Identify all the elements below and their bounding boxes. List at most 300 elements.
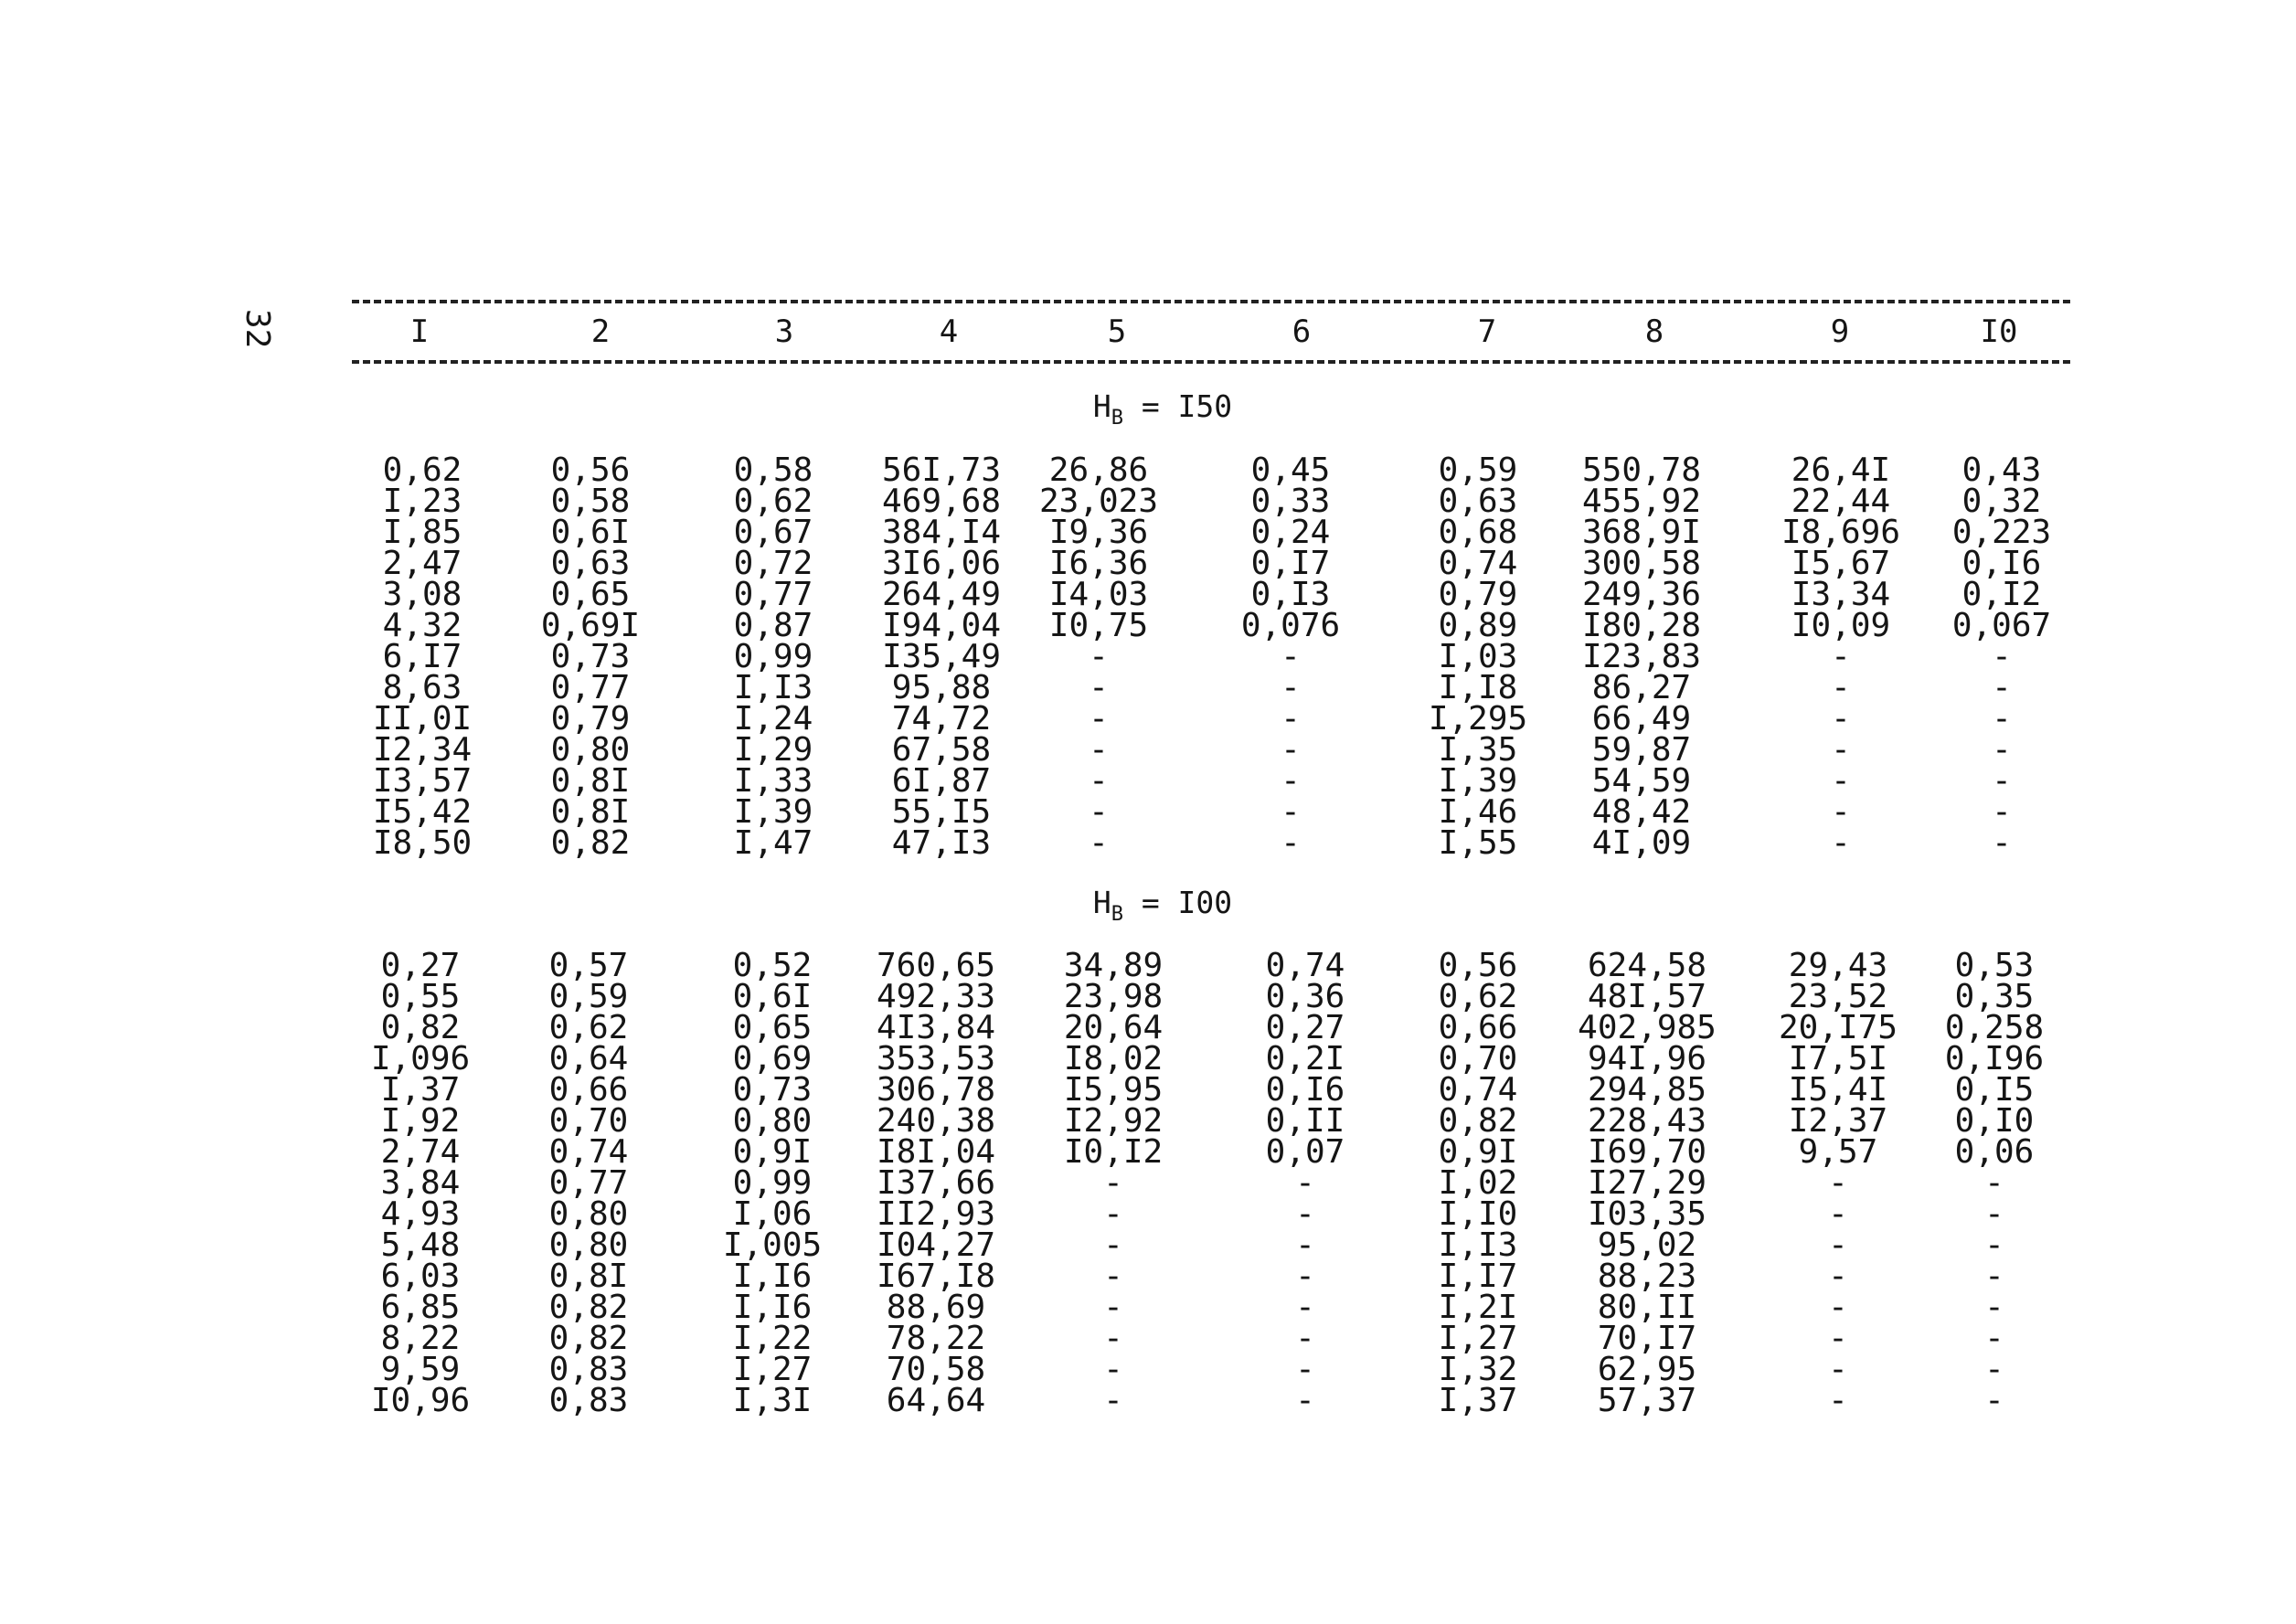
table-cell: - bbox=[1295, 1382, 1315, 1419]
table-cell: I35,49 bbox=[881, 638, 1002, 675]
table-cell: 0,36 bbox=[1265, 978, 1345, 1015]
table-cell: - bbox=[1295, 1351, 1315, 1388]
table-cell: 0,I3 bbox=[1250, 576, 1331, 613]
table-cell: 0,I2 bbox=[1961, 576, 2042, 613]
table-cell: 264,49 bbox=[881, 576, 1002, 613]
table-cell: - bbox=[1992, 731, 2012, 769]
table-cell: - bbox=[1992, 669, 2012, 706]
table-cell: 0,06 bbox=[1954, 1133, 2035, 1171]
table-cell: I,I3 bbox=[1438, 1226, 1518, 1264]
table-cell: I23,83 bbox=[1581, 638, 1702, 675]
section-heading-symbol: H bbox=[1092, 388, 1111, 424]
table-cell: 228,43 bbox=[1587, 1102, 1707, 1140]
table-cell: 0,I0 bbox=[1954, 1102, 2035, 1140]
table-cell: 6,85 bbox=[380, 1289, 461, 1326]
column-header-3: 3 bbox=[774, 313, 794, 350]
table-cell: 0,52 bbox=[732, 947, 813, 984]
table-cell: 0,73 bbox=[732, 1071, 813, 1109]
table-cell: 66,49 bbox=[1591, 700, 1692, 738]
table-cell: 8,22 bbox=[380, 1320, 461, 1357]
section-heading-value: = I00 bbox=[1122, 885, 1233, 920]
table-cell: 6I,87 bbox=[891, 762, 992, 800]
table-cell: 2,74 bbox=[380, 1133, 461, 1171]
table-cell: 550,78 bbox=[1581, 451, 1702, 489]
table-cell: 2,47 bbox=[382, 545, 462, 582]
table-cell: - bbox=[1992, 762, 2012, 800]
section-2-column-7 bbox=[1438, 947, 1518, 1419]
table-cell: 0,62 bbox=[382, 451, 462, 489]
table-cell: I5,42 bbox=[372, 793, 473, 831]
table-cell: - bbox=[1103, 1195, 1123, 1233]
table-cell: 88,23 bbox=[1597, 1258, 1697, 1295]
section-heading-value: = I50 bbox=[1122, 388, 1233, 424]
table-cell: I0,75 bbox=[1048, 607, 1149, 644]
table-cell: 0,99 bbox=[732, 1164, 813, 1202]
column-header-7: 7 bbox=[1477, 313, 1497, 350]
table-cell: 0,258 bbox=[1944, 1009, 2045, 1046]
table-cell: - bbox=[1103, 1382, 1123, 1419]
table-cell: 402,985 bbox=[1578, 1009, 1717, 1046]
table-cell: 0,83 bbox=[548, 1351, 629, 1388]
table-cell: I,35 bbox=[1438, 731, 1518, 769]
table-cell: 0,80 bbox=[548, 1195, 629, 1233]
table-cell: I3,57 bbox=[372, 762, 473, 800]
table-cell: 249,36 bbox=[1581, 576, 1702, 613]
table-cell: 469,68 bbox=[881, 483, 1002, 520]
table-cell: 492,33 bbox=[876, 978, 996, 1015]
table-cell: I7,5I bbox=[1788, 1040, 1888, 1077]
table-cell: 34,89 bbox=[1063, 947, 1164, 984]
table-cell: I5,4I bbox=[1788, 1071, 1888, 1109]
table-cell: 95,88 bbox=[891, 669, 992, 706]
table-cell: I0,96 bbox=[370, 1382, 471, 1419]
table-cell: II2,93 bbox=[876, 1195, 996, 1233]
table-cell: 0,I5 bbox=[1954, 1071, 2035, 1109]
section-2-column-10 bbox=[1944, 947, 2045, 1419]
table-cell: 0,80 bbox=[732, 1102, 813, 1140]
table-cell: I,37 bbox=[1438, 1382, 1518, 1419]
table-cell: - bbox=[1089, 700, 1109, 738]
column-header-5: 5 bbox=[1107, 313, 1127, 350]
section-1-column-1 bbox=[372, 451, 473, 862]
table-cell: 0,58 bbox=[550, 483, 631, 520]
table-cell: 0,43 bbox=[1961, 451, 2042, 489]
table-cell: I,27 bbox=[1438, 1320, 1518, 1357]
table-cell: 9,59 bbox=[380, 1351, 461, 1388]
table-cell: - bbox=[1295, 1289, 1315, 1326]
table-cell: II,0I bbox=[372, 700, 473, 738]
section-1-column-8 bbox=[1581, 451, 1702, 862]
table-cell: 4,93 bbox=[380, 1195, 461, 1233]
section-1-column-7 bbox=[1428, 451, 1528, 862]
table-cell: 59,87 bbox=[1591, 731, 1692, 769]
table-cell: - bbox=[1089, 638, 1109, 675]
table-cell: I80,28 bbox=[1581, 607, 1702, 644]
table-cell: 0,33 bbox=[1250, 483, 1331, 520]
table-cell: 240,38 bbox=[876, 1102, 996, 1140]
table-cell: 0,82 bbox=[548, 1289, 629, 1326]
table-cell: 0,35 bbox=[1954, 978, 2035, 1015]
table-cell: - bbox=[1281, 638, 1301, 675]
table-cell: 3,84 bbox=[380, 1164, 461, 1202]
table-cell: 95,02 bbox=[1597, 1226, 1697, 1264]
table-cell: 384,I4 bbox=[881, 514, 1002, 551]
table-cell: 0,70 bbox=[548, 1102, 629, 1140]
column-header-1: I bbox=[409, 313, 430, 350]
section-heading-subscript: B bbox=[1111, 903, 1123, 926]
section-2-column-9 bbox=[1778, 947, 1898, 1419]
table-cell: I,03 bbox=[1438, 638, 1518, 675]
table-cell: I,32 bbox=[1438, 1351, 1518, 1388]
table-cell: 0,77 bbox=[550, 669, 631, 706]
section-1-column-3 bbox=[733, 451, 813, 862]
column-header-2: 2 bbox=[590, 313, 611, 350]
section-1-column-4 bbox=[881, 451, 1002, 862]
table-cell: 74,72 bbox=[891, 700, 992, 738]
table-cell: I,I3 bbox=[733, 669, 813, 706]
table-cell: - bbox=[1831, 762, 1851, 800]
table-cell: 0,I96 bbox=[1944, 1040, 2045, 1077]
table-cell: 0,69I bbox=[540, 607, 641, 644]
table-cell: 0,74 bbox=[1438, 1071, 1518, 1109]
table-cell: I2,34 bbox=[372, 731, 473, 769]
column-header-6: 6 bbox=[1292, 313, 1312, 350]
table-cell: I,85 bbox=[382, 514, 462, 551]
table-cell: I,46 bbox=[1438, 793, 1518, 831]
table-cell: I,47 bbox=[733, 824, 813, 862]
table-cell: - bbox=[1984, 1289, 2004, 1326]
table-cell: - bbox=[1828, 1351, 1848, 1388]
table-cell: 0,2I bbox=[1265, 1040, 1345, 1077]
table-cell: 48I,57 bbox=[1587, 978, 1707, 1015]
table-cell: I,23 bbox=[382, 483, 462, 520]
table-cell: 624,58 bbox=[1587, 947, 1707, 984]
table-cell: 70,58 bbox=[886, 1351, 986, 1388]
table-cell: - bbox=[1281, 793, 1301, 831]
page-number: 32 bbox=[239, 309, 276, 349]
table-cell: 0,73 bbox=[550, 638, 631, 675]
table-cell: - bbox=[1984, 1382, 2004, 1419]
table-cell: I8,50 bbox=[372, 824, 473, 862]
table-cell: - bbox=[1295, 1320, 1315, 1357]
table-cell: - bbox=[1281, 700, 1301, 738]
section-1-column-9 bbox=[1780, 451, 1901, 862]
table-cell: I8,02 bbox=[1063, 1040, 1164, 1077]
table-cell: 0,63 bbox=[1438, 483, 1518, 520]
table-cell: 0,I7 bbox=[1250, 545, 1331, 582]
table-cell: - bbox=[1831, 700, 1851, 738]
table-cell: I,I8 bbox=[1438, 669, 1518, 706]
table-cell: - bbox=[1831, 793, 1851, 831]
table-cell: 0,I6 bbox=[1265, 1071, 1345, 1109]
table-cell: 368,9I bbox=[1581, 514, 1702, 551]
table-cell: 0,II bbox=[1265, 1102, 1345, 1140]
table-cell: I,02 bbox=[1438, 1164, 1518, 1202]
table-cell: - bbox=[1828, 1195, 1848, 1233]
table-cell: I,29 bbox=[733, 731, 813, 769]
table-cell: I,I6 bbox=[732, 1258, 813, 1295]
table-cell: - bbox=[1984, 1195, 2004, 1233]
table-cell: 23,023 bbox=[1038, 483, 1159, 520]
table-cell: 0,65 bbox=[550, 576, 631, 613]
section-2-column-8 bbox=[1578, 947, 1717, 1419]
table-cell: 0,63 bbox=[550, 545, 631, 582]
table-cell: I8,696 bbox=[1780, 514, 1901, 551]
table-cell: - bbox=[1831, 638, 1851, 675]
table-cell: I,39 bbox=[1438, 762, 1518, 800]
table-cell: 80,II bbox=[1597, 1289, 1697, 1326]
table-cell: 0,57 bbox=[548, 947, 629, 984]
table-cell: 20,64 bbox=[1063, 1009, 1164, 1046]
table-cell: - bbox=[1992, 824, 2012, 862]
table-cell: 26,4I bbox=[1791, 451, 1891, 489]
table-cell: 3,08 bbox=[382, 576, 462, 613]
table-cell: 0,69 bbox=[732, 1040, 813, 1077]
table-cell: - bbox=[1295, 1195, 1315, 1233]
table-cell: - bbox=[1992, 793, 2012, 831]
table-cell: I,37 bbox=[380, 1071, 461, 1109]
table-cell: 0,59 bbox=[1438, 451, 1518, 489]
table-cell: I94,04 bbox=[881, 607, 1002, 644]
table-cell: I2,37 bbox=[1788, 1102, 1888, 1140]
table-cell: 0,64 bbox=[548, 1040, 629, 1077]
table-cell: 294,85 bbox=[1587, 1071, 1707, 1109]
table-cell: 20,I75 bbox=[1778, 1009, 1898, 1046]
table-cell: - bbox=[1103, 1226, 1123, 1264]
table-cell: I03,35 bbox=[1587, 1195, 1707, 1233]
table-cell: I,096 bbox=[370, 1040, 471, 1077]
table-cell: I5,95 bbox=[1063, 1071, 1164, 1109]
section-2-column-2 bbox=[548, 947, 629, 1419]
table-cell: 6,I7 bbox=[382, 638, 462, 675]
table-cell: 0,45 bbox=[1250, 451, 1331, 489]
table-cell: - bbox=[1828, 1258, 1848, 1295]
table-cell: 67,58 bbox=[891, 731, 992, 769]
table-cell: 0,I6 bbox=[1961, 545, 2042, 582]
table-cell: 0,68 bbox=[1438, 514, 1518, 551]
table-cell: 47,I3 bbox=[891, 824, 992, 862]
table-cell: 0,70 bbox=[1438, 1040, 1518, 1077]
table-cell: - bbox=[1828, 1164, 1848, 1202]
table-cell: 0,67 bbox=[733, 514, 813, 551]
table-cell: 353,53 bbox=[876, 1040, 996, 1077]
table-cell: - bbox=[1103, 1164, 1123, 1202]
table-cell: 0,87 bbox=[733, 607, 813, 644]
section-2-column-6 bbox=[1265, 947, 1345, 1419]
table-cell: - bbox=[1828, 1320, 1848, 1357]
table-cell: 29,43 bbox=[1788, 947, 1888, 984]
table-cell: - bbox=[1984, 1258, 2004, 1295]
table-cell: 0,82 bbox=[1438, 1102, 1518, 1140]
table-cell: I,I0 bbox=[1438, 1195, 1518, 1233]
table-cell: I5,67 bbox=[1791, 545, 1891, 582]
table-cell: 54,59 bbox=[1591, 762, 1692, 800]
table-cell: 88,69 bbox=[886, 1289, 986, 1326]
table-cell: 0,27 bbox=[380, 947, 461, 984]
table-cell: 23,98 bbox=[1063, 978, 1164, 1015]
table-cell: - bbox=[1831, 824, 1851, 862]
section-heading bbox=[1093, 388, 1232, 430]
table-cell: 0,56 bbox=[1438, 947, 1518, 984]
table-cell: I,295 bbox=[1428, 700, 1528, 738]
table-cell: 8,63 bbox=[382, 669, 462, 706]
table-cell: I,22 bbox=[732, 1320, 813, 1357]
table-cell: - bbox=[1828, 1382, 1848, 1419]
table-cell: - bbox=[1089, 731, 1109, 769]
table-cell: 22,44 bbox=[1791, 483, 1891, 520]
table-cell: 0,74 bbox=[1438, 545, 1518, 582]
table-cell: I,06 bbox=[732, 1195, 813, 1233]
table-cell: - bbox=[1984, 1164, 2004, 1202]
table-cell: I04,27 bbox=[876, 1226, 996, 1264]
table-cell: 0,56 bbox=[550, 451, 631, 489]
table-cell: I27,29 bbox=[1587, 1164, 1707, 1202]
table-cell: 0,8I bbox=[550, 762, 631, 800]
table-cell: 23,52 bbox=[1788, 978, 1888, 1015]
table-cell: - bbox=[1984, 1320, 2004, 1357]
table-cell: 70,I7 bbox=[1597, 1320, 1697, 1357]
table-cell: - bbox=[1984, 1226, 2004, 1264]
table-cell: 0,79 bbox=[1438, 576, 1518, 613]
section-heading bbox=[1093, 885, 1232, 926]
table-cell: I,I7 bbox=[1438, 1258, 1518, 1295]
table-cell: 6,03 bbox=[380, 1258, 461, 1295]
table-cell: 0,6I bbox=[550, 514, 631, 551]
table-cell: I69,70 bbox=[1587, 1133, 1707, 1171]
table-cell: - bbox=[1992, 638, 2012, 675]
table-cell: 0,82 bbox=[380, 1009, 461, 1046]
table-cell: I8I,04 bbox=[876, 1133, 996, 1171]
table-cell: - bbox=[1992, 700, 2012, 738]
table-cell: I,92 bbox=[380, 1102, 461, 1140]
table-cell: 0,66 bbox=[1438, 1009, 1518, 1046]
table-cell: - bbox=[1103, 1351, 1123, 1388]
table-cell: - bbox=[1295, 1164, 1315, 1202]
column-header-4: 4 bbox=[939, 313, 959, 350]
section-2-column-3 bbox=[722, 947, 823, 1419]
table-cell: I67,I8 bbox=[876, 1258, 996, 1295]
table-cell: - bbox=[1103, 1320, 1123, 1357]
table-cell: 57,37 bbox=[1597, 1382, 1697, 1419]
table-cell: - bbox=[1103, 1258, 1123, 1295]
table-cell: 4I3,84 bbox=[876, 1009, 996, 1046]
section-1-column-2 bbox=[540, 451, 641, 862]
section-1-column-5 bbox=[1038, 451, 1159, 862]
table-cell: 0,24 bbox=[1250, 514, 1331, 551]
table-cell: I,I6 bbox=[732, 1289, 813, 1326]
table-cell: I,39 bbox=[733, 793, 813, 831]
table-cell: 0,53 bbox=[1954, 947, 2035, 984]
table-cell: 0,74 bbox=[1265, 947, 1345, 984]
table-cell: 0,27 bbox=[1265, 1009, 1345, 1046]
table-cell: - bbox=[1831, 669, 1851, 706]
table-cell: 78,22 bbox=[886, 1320, 986, 1357]
table-cell: 0,55 bbox=[380, 978, 461, 1015]
table-cell: I2,92 bbox=[1063, 1102, 1164, 1140]
table-cell: - bbox=[1089, 669, 1109, 706]
table-cell: 55,I5 bbox=[891, 793, 992, 831]
table-cell: - bbox=[1828, 1289, 1848, 1326]
table-cell: - bbox=[1281, 669, 1301, 706]
section-heading-symbol: H bbox=[1092, 885, 1111, 920]
table-cell: 0,83 bbox=[548, 1382, 629, 1419]
table-cell: 455,92 bbox=[1581, 483, 1702, 520]
table-cell: I,55 bbox=[1438, 824, 1518, 862]
table-cell: 306,78 bbox=[876, 1071, 996, 1109]
column-header-9: 9 bbox=[1830, 313, 1850, 350]
table-cell: 0,223 bbox=[1951, 514, 2052, 551]
section-2-column-4 bbox=[876, 947, 996, 1419]
table-cell: - bbox=[1089, 824, 1109, 862]
table-cell: - bbox=[1281, 762, 1301, 800]
table-cell: 0,8I bbox=[550, 793, 631, 831]
table-cell: 0,82 bbox=[548, 1320, 629, 1357]
section-2-column-5 bbox=[1063, 947, 1164, 1419]
table-cell: 0,79 bbox=[550, 700, 631, 738]
table-cell: 0,62 bbox=[1438, 978, 1518, 1015]
table-cell: 0,9I bbox=[732, 1133, 813, 1171]
table-cell: - bbox=[1984, 1351, 2004, 1388]
table-cell: - bbox=[1828, 1226, 1848, 1264]
table-cell: 9,57 bbox=[1798, 1133, 1878, 1171]
table-cell: 0,8I bbox=[548, 1258, 629, 1295]
table-cell: - bbox=[1281, 824, 1301, 862]
table-cell: 0,77 bbox=[548, 1164, 629, 1202]
table-cell: - bbox=[1103, 1289, 1123, 1326]
table-cell: 26,86 bbox=[1048, 451, 1149, 489]
table-cell: I0,I2 bbox=[1063, 1133, 1164, 1171]
table-cell: 62,95 bbox=[1597, 1351, 1697, 1388]
section-1-column-10 bbox=[1951, 451, 2052, 862]
table-cell: 86,27 bbox=[1591, 669, 1692, 706]
section-1-column-6 bbox=[1240, 451, 1341, 862]
table-cell: 4I,09 bbox=[1591, 824, 1692, 862]
table-cell: I37,66 bbox=[876, 1164, 996, 1202]
table-cell: 0,66 bbox=[548, 1071, 629, 1109]
table-cell: I9,36 bbox=[1048, 514, 1149, 551]
table-cell: 56I,73 bbox=[881, 451, 1002, 489]
table-cell: - bbox=[1089, 793, 1109, 831]
table-cell: 64,64 bbox=[886, 1382, 986, 1419]
table-cell: 0,89 bbox=[1438, 607, 1518, 644]
table-cell: I,2I bbox=[1438, 1289, 1518, 1326]
section-2-column-1 bbox=[370, 947, 471, 1419]
table-cell: I6,36 bbox=[1048, 545, 1149, 582]
table-cell: 0,62 bbox=[733, 483, 813, 520]
table-cell: I,3I bbox=[732, 1382, 813, 1419]
table-cell: - bbox=[1281, 731, 1301, 769]
table-cell: 94I,96 bbox=[1587, 1040, 1707, 1077]
table-cell: 0,80 bbox=[550, 731, 631, 769]
table-cell: 4,32 bbox=[382, 607, 462, 644]
table-top-rule bbox=[352, 300, 2070, 303]
table-cell: 0,32 bbox=[1961, 483, 2042, 520]
table-cell: I,005 bbox=[722, 1226, 823, 1264]
table-cell: - bbox=[1295, 1258, 1315, 1295]
table-cell: I,24 bbox=[733, 700, 813, 738]
table-cell: I0,09 bbox=[1791, 607, 1891, 644]
table-cell: 760,65 bbox=[876, 947, 996, 984]
table-cell: - bbox=[1295, 1226, 1315, 1264]
table-cell: 0,076 bbox=[1240, 607, 1341, 644]
table-cell: 0,6I bbox=[732, 978, 813, 1015]
table-cell: 0,74 bbox=[548, 1133, 629, 1171]
table-cell: 0,77 bbox=[733, 576, 813, 613]
table-cell: 300,58 bbox=[1581, 545, 1702, 582]
table-cell: - bbox=[1831, 731, 1851, 769]
table-cell: 0,65 bbox=[732, 1009, 813, 1046]
table-cell: 0,80 bbox=[548, 1226, 629, 1264]
